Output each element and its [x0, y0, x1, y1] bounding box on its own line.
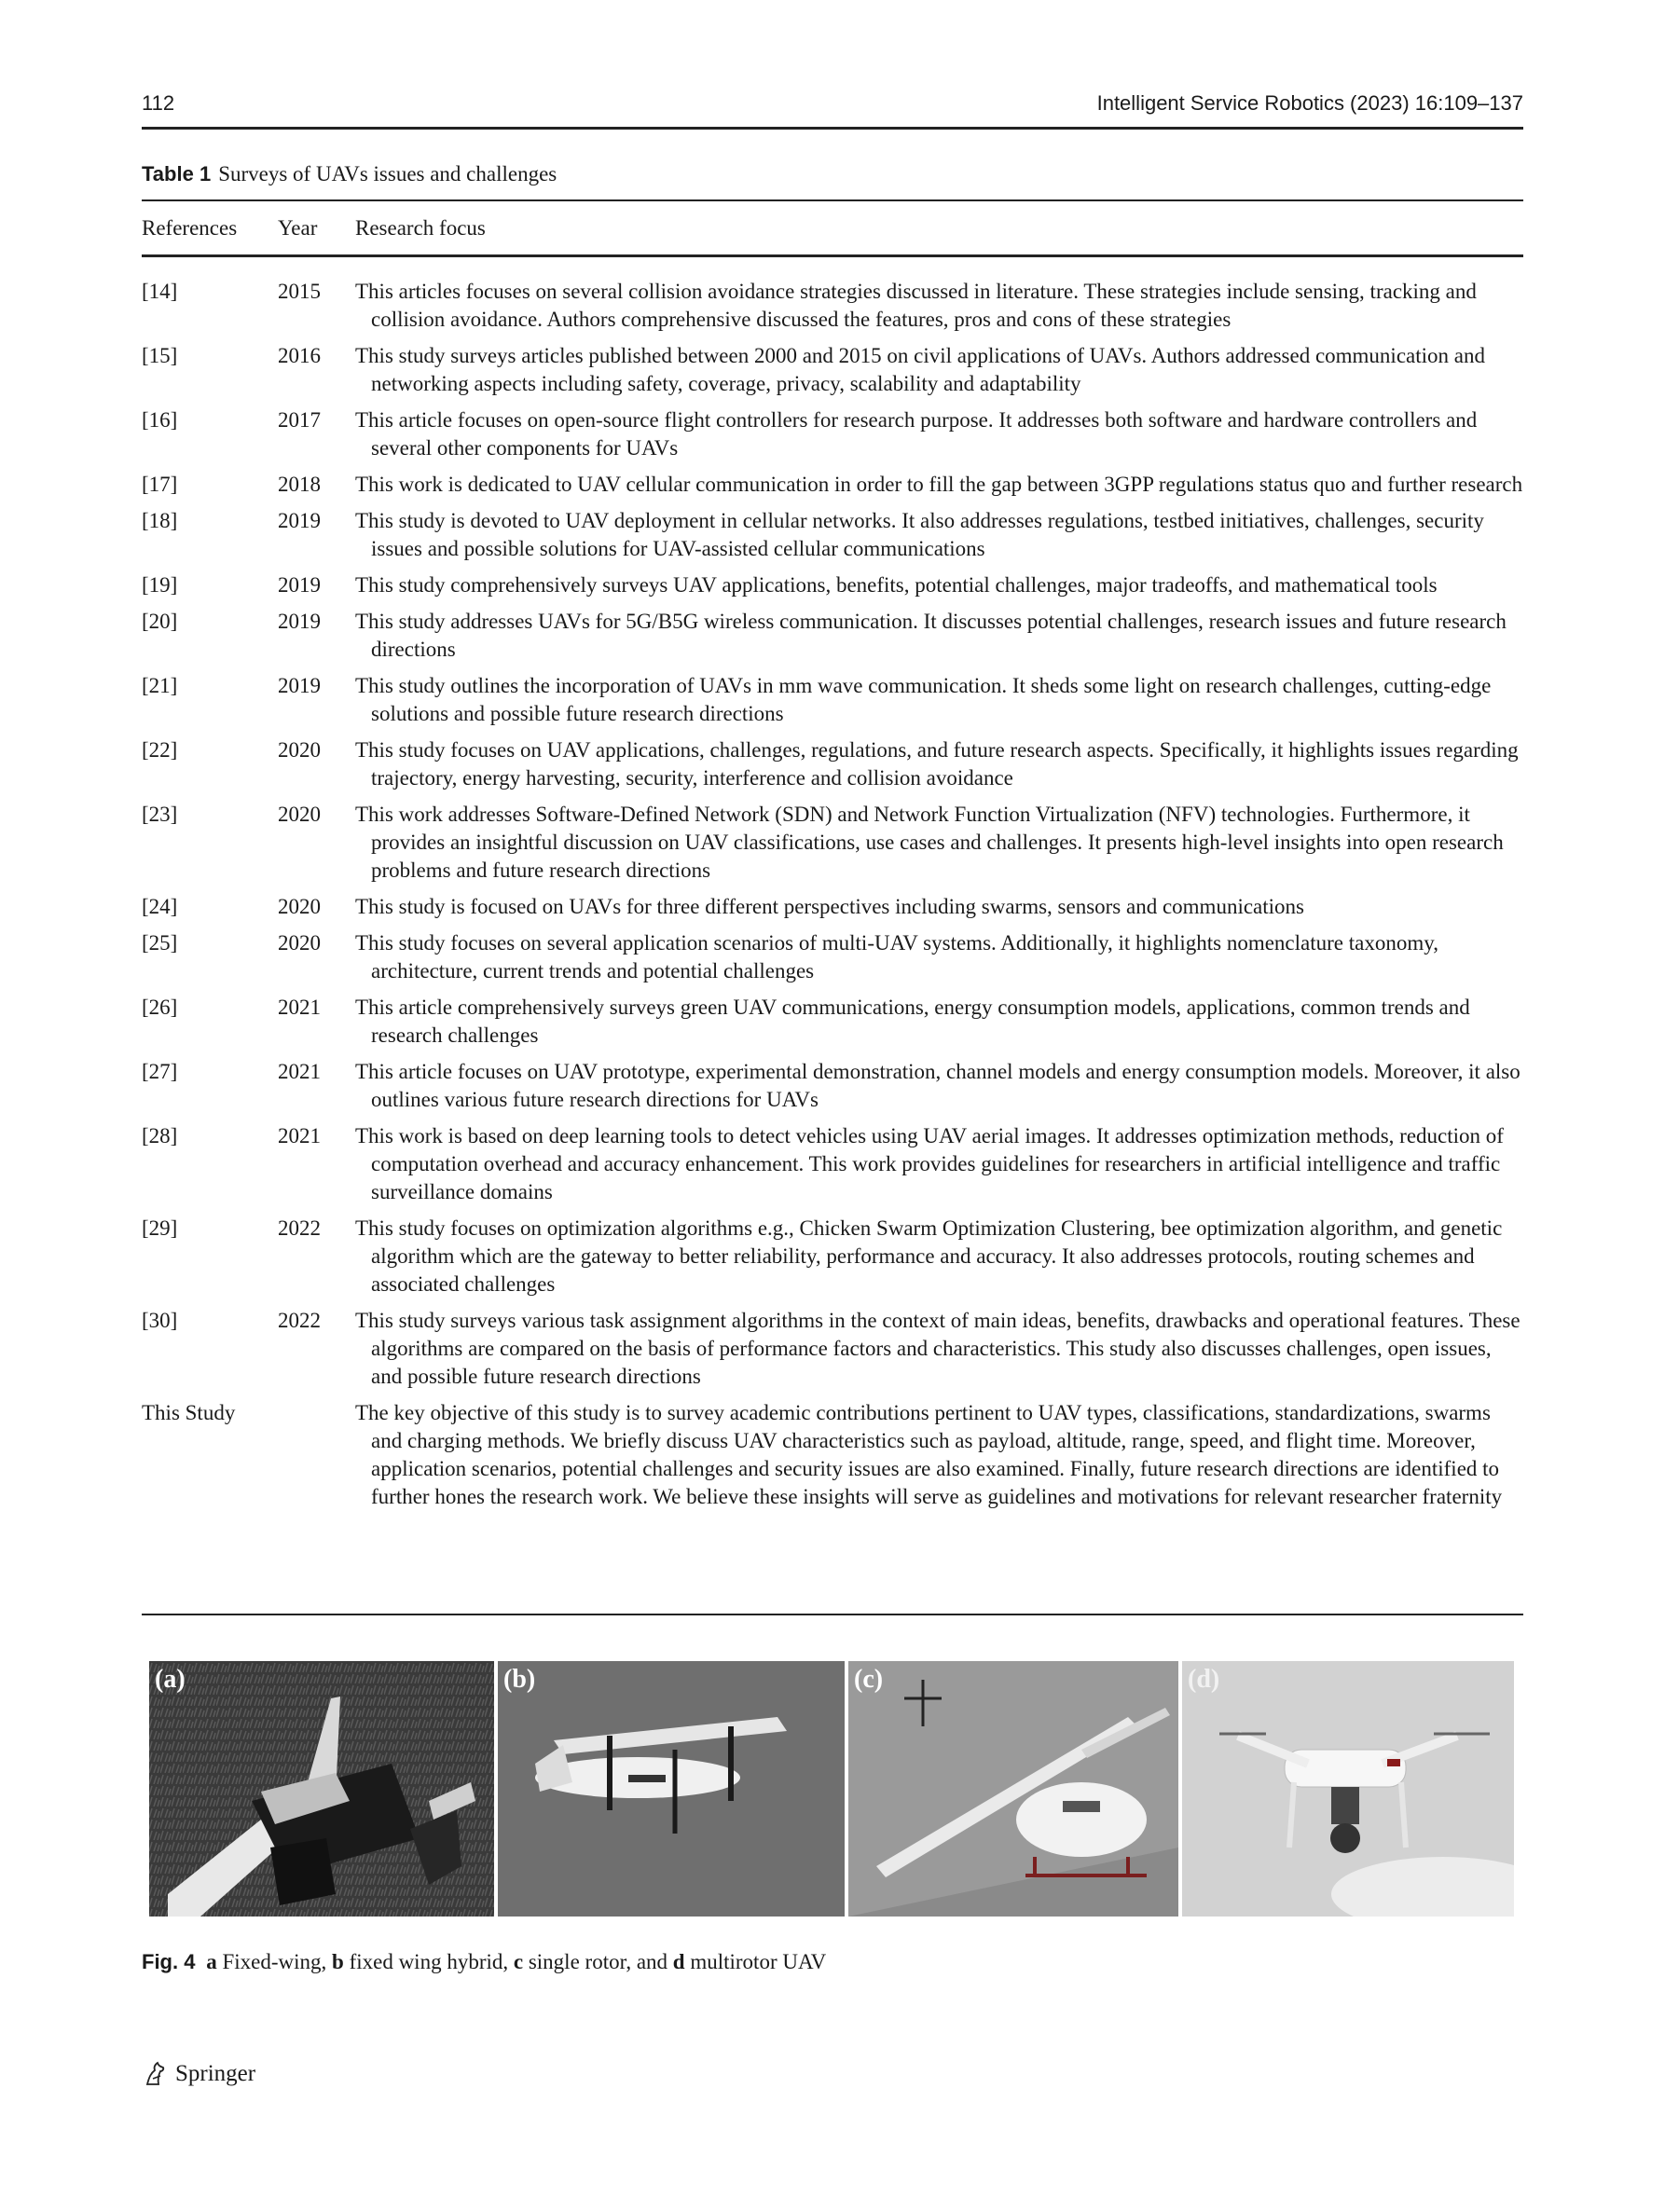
- col-header-references: References: [142, 216, 238, 240]
- caption-letter-a: a: [206, 1950, 217, 1973]
- page-header: [142, 89, 1523, 130]
- row-research-focus: This study outlines the incorporation of UAVs in mm wave communication. It sheds some light on research challenges, cutting-edge solutions and possible future research directions: [355, 674, 1492, 725]
- row-reference: This Study: [142, 1401, 236, 1424]
- row-year: 2016: [278, 344, 321, 367]
- table-row: [142, 1058, 1523, 1114]
- table-body: [142, 278, 1523, 1519]
- row-year: 2020: [278, 738, 321, 762]
- page-number: 112: [142, 91, 175, 115]
- table-row: [142, 608, 1523, 664]
- table-row: [142, 1215, 1523, 1298]
- row-research-focus: This study focuses on several application scenarios of multi-UAV systems. Additionally, it highlights nomenclature taxonomy, architecture, current trends and potential challenges: [355, 931, 1438, 982]
- fixed-wing-uav-photo: [149, 1661, 494, 1917]
- caption-letter-c: c: [513, 1950, 524, 1973]
- table-top-rule: [142, 199, 1523, 201]
- row-year: 2022: [278, 1216, 321, 1240]
- single-rotor-uav-image: [848, 1661, 1178, 1917]
- row-reference: [14]: [142, 280, 178, 303]
- table-row: [142, 406, 1523, 462]
- panel-tag-b: (b): [503, 1665, 536, 1694]
- row-year: 2021: [278, 996, 321, 1019]
- row-reference: [15]: [142, 344, 178, 367]
- row-year: 2019: [278, 509, 321, 532]
- row-reference: [22]: [142, 738, 178, 762]
- springer-horse-icon: [142, 2060, 170, 2088]
- caption-text-d: multirotor UAV: [684, 1950, 827, 1973]
- row-reference: [16]: [142, 408, 178, 432]
- row-year: 2015: [278, 280, 321, 303]
- caption-letter-b: b: [332, 1950, 344, 1973]
- row-reference: [30]: [142, 1309, 178, 1332]
- table-row: [142, 571, 1523, 599]
- row-year: 2020: [278, 931, 321, 955]
- table-label: Table 1: [142, 162, 212, 185]
- row-reference: [18]: [142, 509, 178, 532]
- fixed-wing-uav-image: [149, 1661, 494, 1917]
- caption-letter-d: d: [672, 1950, 685, 1973]
- table-header-rule: [142, 254, 1523, 257]
- panel-tag-c: (c): [854, 1665, 884, 1694]
- journal-reference: Intelligent Service Robotics (2023) 16:109–137: [1096, 91, 1523, 115]
- caption-text-b: fixed wing hybrid,: [343, 1950, 514, 1973]
- row-research-focus: This work is based on deep learning tools to detect vehicles using UAV aerial images. It addresses optimization methods, reduction of computation overhead and accuracy enhancement. This work provides guidelines for researchers in artificial intelligence and traffic surveillance domains: [355, 1124, 1504, 1203]
- row-research-focus: This work addresses Software-Defined Network (SDN) and Network Function Virtualization (NFV) technologies. Furthermore, it provides an insightful discussion on UAV classifications, use cases and challenges. It presents high-level insights into open research problems and future research directions: [355, 803, 1504, 882]
- row-year: 2019: [278, 610, 321, 633]
- caption-text-c: single rotor, and: [523, 1950, 673, 1973]
- row-year: 2021: [278, 1124, 321, 1147]
- publisher-name: Springer: [175, 2061, 256, 2086]
- row-reference: [21]: [142, 674, 178, 697]
- row-research-focus: This article comprehensively surveys green UAV communications, energy consumption models, applications, common trends and research challenges: [355, 996, 1470, 1047]
- table-row: [142, 1307, 1523, 1391]
- row-year: 2022: [278, 1309, 321, 1332]
- multirotor-uav-photo: [1182, 1661, 1514, 1917]
- panel-tag-a: (a): [155, 1665, 186, 1694]
- row-research-focus: This study surveys various task assignment algorithms in the context of main ideas, benefits, drawbacks and operational features. These algorithms are compared on the basis of performance factors and characteristics. This study also discusses challenges, open issues, and possible future research directions: [355, 1309, 1521, 1388]
- row-reference: [24]: [142, 895, 178, 918]
- col-header-focus: Research focus: [355, 216, 486, 240]
- row-reference: [20]: [142, 610, 178, 633]
- figure-caption: [142, 1950, 826, 1974]
- row-year: 2017: [278, 408, 321, 432]
- row-research-focus: This study is focused on UAVs for three different perspectives including swarms, sensors and communications: [355, 895, 1304, 918]
- row-year: 2018: [278, 473, 321, 496]
- table-bottom-rule: [142, 1614, 1523, 1615]
- row-research-focus: This work is dedicated to UAV cellular communication in order to fill the gap between 3GPP regulations status quo and further research: [355, 473, 1523, 496]
- row-reference: [26]: [142, 996, 178, 1019]
- table-row: [142, 1399, 1523, 1511]
- row-reference: [29]: [142, 1216, 178, 1240]
- row-reference: [19]: [142, 573, 178, 597]
- row-research-focus: This study focuses on optimization algorithms e.g., Chicken Swarm Optimization Clustering, bee optimization algorithm, and genetic algorithm which are the gateway to better reliability, performance and accuracy. It also addresses protocols, routing schemes and associated challenges: [355, 1216, 1503, 1296]
- row-research-focus: The key objective of this study is to survey academic contributions pertinent to UAV types, classifications, standardizations, swarms and charging methods. We briefly discuss UAV characteristics such as payload, altitude, range, speed, and flight time. Moreover, application scenarios, potential challenges and security issues are also examined. Finally, future research directions are identified to further hones the research work. We believe these insights will serve as guidelines and motivations for relevant researcher fraternity: [355, 1401, 1503, 1508]
- table-row: [142, 342, 1523, 398]
- panel-tag-d: (d): [1188, 1665, 1220, 1694]
- row-reference: [23]: [142, 803, 178, 826]
- row-research-focus: This study surveys articles published between 2000 and 2015 on civil applications of UAVs. Authors addressed communication and networking aspects including safety, coverage, privacy, scalability and adaptability: [355, 344, 1485, 395]
- row-reference: [25]: [142, 931, 178, 955]
- single-rotor-uav-photo: [848, 1661, 1178, 1917]
- fixed-wing-hybrid-uav-image: [498, 1661, 845, 1917]
- table-row: [142, 929, 1523, 985]
- row-research-focus: This article focuses on UAV prototype, experimental demonstration, channel models and energy consumption models. Moreover, it also outlines various future research directions for UAVs: [355, 1060, 1521, 1111]
- table-row: [142, 1122, 1523, 1206]
- row-research-focus: This study addresses UAVs for 5G/B5G wireless communication. It discusses potential challenges, research issues and future research directions: [355, 610, 1507, 661]
- row-research-focus: This study is devoted to UAV deployment in cellular networks. It also addresses regulations, testbed initiatives, challenges, security issues and possible solutions for UAV-assisted cellular communications: [355, 509, 1484, 560]
- row-year: 2020: [278, 803, 321, 826]
- table-row: [142, 736, 1523, 792]
- table-title: Surveys of UAVs issues and challenges: [218, 162, 557, 185]
- table-row: [142, 471, 1523, 499]
- row-reference: [17]: [142, 473, 178, 496]
- row-year: 2019: [278, 573, 321, 597]
- table-row: [142, 893, 1523, 921]
- table-row: [142, 994, 1523, 1050]
- table-row: [142, 507, 1523, 563]
- fixed-wing-hybrid-uav-photo: [498, 1661, 845, 1917]
- row-research-focus: This articles focuses on several collision avoidance strategies discussed in literature. These strategies include sensing, tracking and collision avoidance. Authors comprehensive discussed the features, pros and cons of these strategies: [355, 280, 1477, 331]
- row-research-focus: This study comprehensively surveys UAV applications, benefits, potential challenges, major tradeoffs, and mathematical tools: [355, 573, 1438, 597]
- figure-4: [149, 1661, 1514, 1917]
- row-year: 2019: [278, 674, 321, 697]
- table-row: [142, 801, 1523, 885]
- row-year: 2020: [278, 895, 321, 918]
- row-research-focus: This article focuses on open-source flight controllers for research purpose. It addresses both software and hardware controllers and several other components for UAVs: [355, 408, 1478, 460]
- row-year: 2021: [278, 1060, 321, 1083]
- row-reference: [27]: [142, 1060, 178, 1083]
- figure-label: Fig. 4: [142, 1950, 196, 1973]
- row-reference: [28]: [142, 1124, 178, 1147]
- page-footer: [142, 2060, 255, 2088]
- table-row: [142, 278, 1523, 334]
- row-research-focus: This study focuses on UAV applications, challenges, regulations, and future research aspects. Specifically, it highlights issues regarding trajectory, energy harvesting, security, interference and collision avoidance: [355, 738, 1519, 790]
- table-row: [142, 672, 1523, 728]
- multirotor-uav-image: [1182, 1661, 1514, 1917]
- caption-text-a: Fixed-wing,: [216, 1950, 333, 1973]
- table-caption: [142, 162, 557, 186]
- col-header-year: Year: [278, 216, 318, 240]
